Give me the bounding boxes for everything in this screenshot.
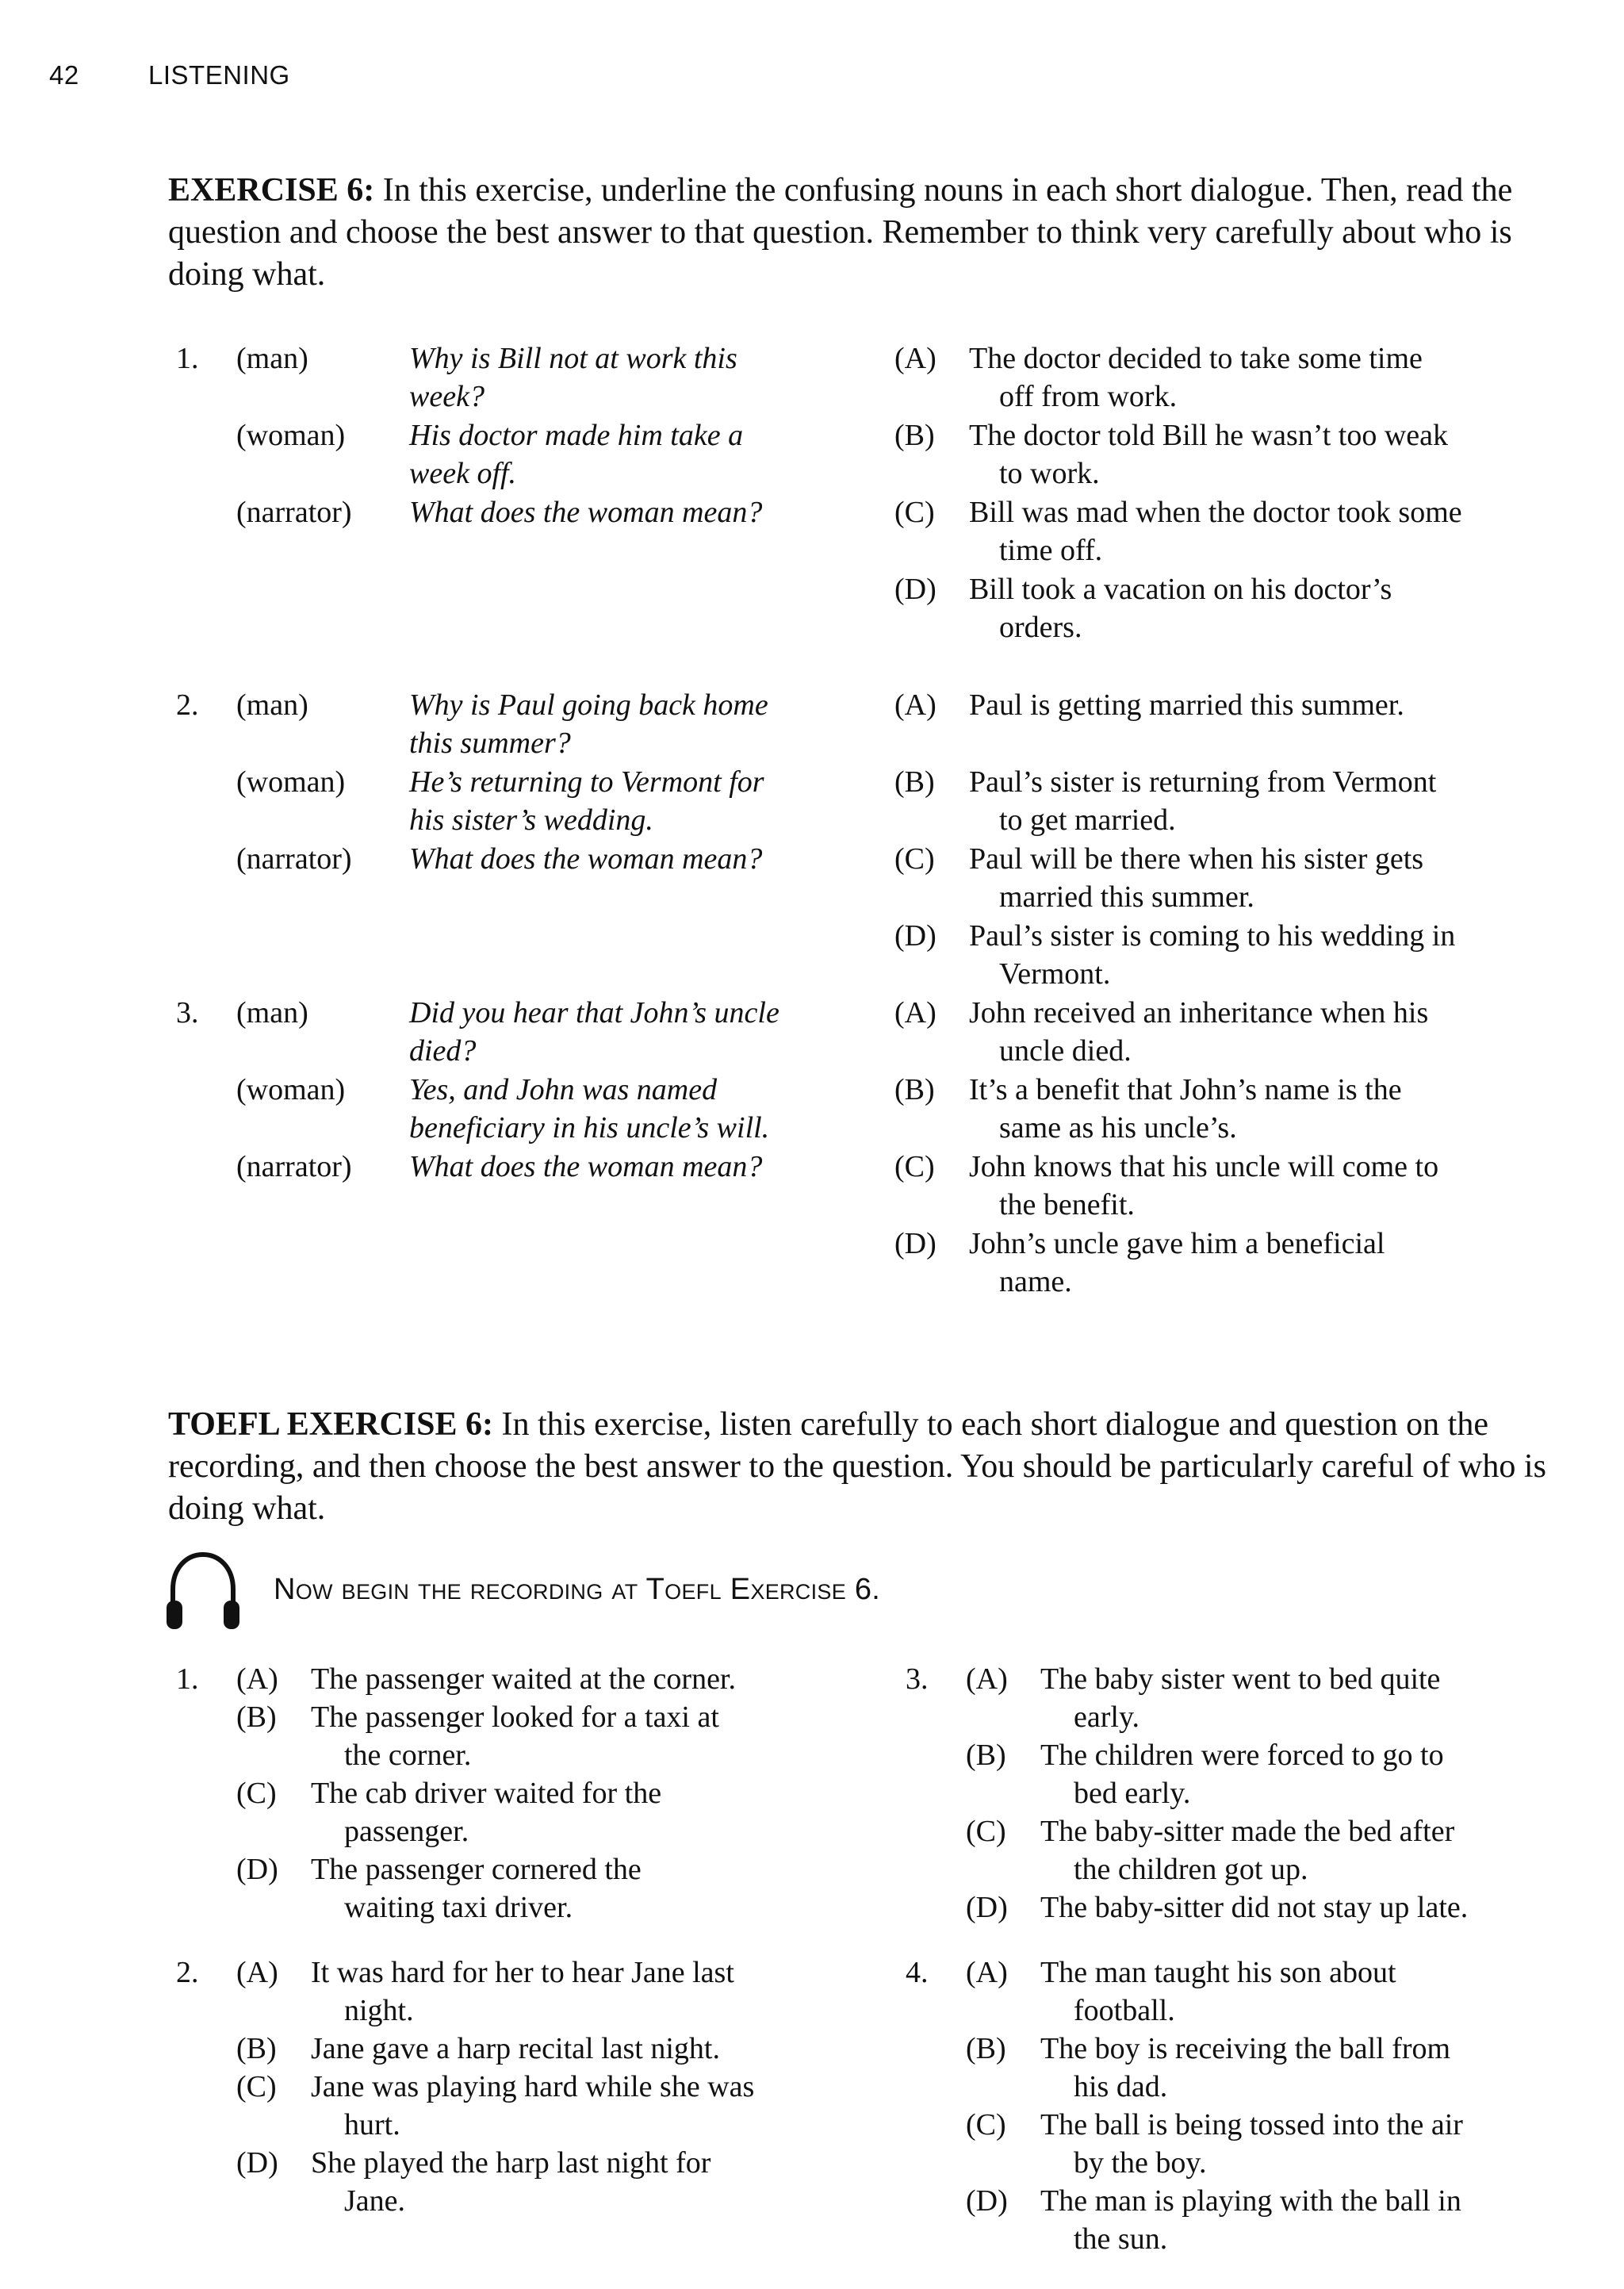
speaker-label: (woman) bbox=[236, 1073, 346, 1106]
dialogue-line: What does the woman mean? bbox=[409, 842, 763, 876]
option-text: Paul’s sister is coming to his wedding in bbox=[969, 919, 1456, 953]
option-letter: (C) bbox=[236, 1777, 277, 1810]
option-text: bed early. bbox=[1074, 1777, 1191, 1810]
option-text: the children got up. bbox=[1074, 1853, 1308, 1886]
option-text: early. bbox=[1074, 1700, 1139, 1734]
option-text: off from work. bbox=[999, 380, 1178, 413]
option-letter: (B) bbox=[894, 1073, 935, 1106]
option-text: The children were forced to go to bbox=[1040, 1739, 1444, 1772]
question-number: 1. bbox=[176, 1662, 199, 1696]
option-text: She played the harp last night for bbox=[311, 2146, 711, 2180]
option-text: The baby-sitter did not stay up late. bbox=[1040, 1891, 1469, 1924]
option-letter: (B) bbox=[236, 1700, 277, 1734]
option-letter: (A) bbox=[966, 1956, 1008, 1989]
option-text: to get married. bbox=[999, 803, 1176, 837]
option-text: his dad. bbox=[1074, 2070, 1168, 2103]
option-text: The doctor told Bill he wasn’t too weak bbox=[969, 419, 1449, 452]
option-text: orders. bbox=[999, 611, 1082, 644]
option-letter: (A) bbox=[894, 996, 936, 1029]
speaker-label: (narrator) bbox=[236, 842, 352, 876]
option-text: Bill took a vacation on his doctor’s bbox=[969, 573, 1392, 606]
toefl-exercise6-text: In this exercise, listen carefully to each short dialogue and question on the recording, and then choose the best answer to the question. You should be particularly careful of who is doing what. bbox=[168, 1406, 1546, 1527]
exercise6-text: In this exercise, underline the confusing nouns in each short dialogue. Then, read the question and choose the best answer to that question. Remember to think very carefully about who is doing what. bbox=[168, 172, 1513, 293]
option-text: hurt. bbox=[344, 2108, 400, 2141]
option-text: The doctor decided to take some time bbox=[969, 342, 1423, 375]
option-text: The cab driver waited for the bbox=[311, 1777, 662, 1810]
option-text: It was hard for her to hear Jane last bbox=[311, 1956, 734, 1989]
option-letter: (A) bbox=[966, 1662, 1008, 1696]
option-letter: (C) bbox=[894, 1150, 935, 1183]
option-text: married this summer. bbox=[999, 880, 1254, 914]
option-text: The man taught his son about bbox=[1040, 1956, 1396, 1989]
speaker-label: (narrator) bbox=[236, 1150, 352, 1183]
option-text: It’s a benefit that John’s name is the bbox=[969, 1073, 1402, 1106]
option-text: football. bbox=[1074, 1994, 1175, 2027]
dialogue-line: What does the woman mean? bbox=[409, 1150, 763, 1183]
option-text: uncle died. bbox=[999, 1034, 1132, 1068]
dialogue-line: What does the woman mean? bbox=[409, 496, 763, 529]
page-number: 42 bbox=[49, 60, 79, 90]
question-number: 1. bbox=[176, 342, 199, 375]
option-text: The man is playing with the ball in bbox=[1040, 2184, 1461, 2218]
dialogue-line: Why is Paul going back home bbox=[409, 688, 768, 722]
option-text: Jane was playing hard while she was bbox=[311, 2070, 755, 2103]
option-text: waiting taxi driver. bbox=[344, 1891, 573, 1924]
question-number: 3. bbox=[176, 996, 199, 1029]
option-text: time off. bbox=[999, 534, 1103, 567]
option-text: Paul is getting married this summer. bbox=[969, 688, 1404, 722]
headphones-icon bbox=[165, 1548, 241, 1632]
option-text: John received an inheritance when his bbox=[969, 996, 1429, 1029]
dialogue-line: Yes, and John was named bbox=[409, 1073, 718, 1106]
option-text: The passenger waited at the corner. bbox=[311, 1662, 736, 1696]
option-text: Vermont. bbox=[999, 957, 1111, 991]
option-letter: (D) bbox=[966, 2184, 1008, 2218]
option-letter: (B) bbox=[966, 2032, 1006, 2065]
option-text: Paul will be there when his sister gets bbox=[969, 842, 1424, 876]
option-text: Paul’s sister is returning from Vermont bbox=[969, 765, 1437, 799]
question-number: 2. bbox=[176, 1956, 199, 1989]
option-text: John knows that his uncle will come to bbox=[969, 1150, 1439, 1183]
option-text: same as his uncle’s. bbox=[999, 1111, 1237, 1144]
option-letter: (D) bbox=[236, 2146, 278, 2180]
dialogue-line: beneficiary in his uncle’s will. bbox=[409, 1111, 770, 1144]
dialogue-line: Why is Bill not at work this bbox=[409, 342, 737, 375]
option-letter: (D) bbox=[894, 1227, 936, 1260]
option-text: the benefit. bbox=[999, 1188, 1135, 1221]
option-text: The ball is being tossed into the air bbox=[1040, 2108, 1463, 2141]
speaker-label: (man) bbox=[236, 996, 308, 1029]
option-letter: (C) bbox=[894, 842, 935, 876]
option-letter: (A) bbox=[894, 688, 936, 722]
dialogue-line: died? bbox=[409, 1034, 477, 1068]
dialogue-line: week? bbox=[409, 380, 485, 413]
option-text: passenger. bbox=[344, 1815, 469, 1848]
option-text: The baby-sitter made the bed after bbox=[1040, 1815, 1455, 1848]
option-letter: (C) bbox=[966, 1815, 1006, 1848]
speaker-label: (woman) bbox=[236, 765, 346, 799]
section-title: LISTENING bbox=[148, 60, 290, 90]
option-letter: (C) bbox=[894, 496, 935, 529]
toefl-exercise6-label: TOEFL EXERCISE 6: bbox=[168, 1406, 494, 1443]
option-text: Bill was mad when the doctor took some bbox=[969, 496, 1462, 529]
speaker-label: (man) bbox=[236, 688, 308, 722]
option-text: by the boy. bbox=[1074, 2146, 1207, 2180]
toefl-exercise6-instructions bbox=[168, 1404, 1548, 1530]
option-letter: (B) bbox=[966, 1739, 1006, 1772]
option-letter: (B) bbox=[894, 419, 935, 452]
option-text: The passenger looked for a taxi at bbox=[311, 1700, 719, 1734]
option-text: the corner. bbox=[344, 1739, 472, 1772]
option-text: The passenger cornered the bbox=[311, 1853, 642, 1886]
option-letter: (C) bbox=[966, 2108, 1006, 2141]
option-letter: (C) bbox=[236, 2070, 277, 2103]
option-letter: (D) bbox=[894, 919, 936, 953]
dialogue-line: Did you hear that John’s uncle bbox=[409, 996, 779, 1029]
option-text: Jane gave a harp recital last night. bbox=[311, 2032, 720, 2065]
dialogue-line: He’s returning to Vermont for bbox=[409, 765, 764, 799]
option-text: name. bbox=[999, 1265, 1072, 1298]
dialogue-line: this summer? bbox=[409, 727, 571, 760]
question-number: 4. bbox=[906, 1956, 929, 1989]
exercise6-label: EXERCISE 6: bbox=[168, 172, 375, 209]
option-text: Jane. bbox=[344, 2184, 406, 2218]
dialogue-line: week off. bbox=[409, 457, 517, 490]
option-letter: (A) bbox=[894, 342, 936, 375]
speaker-label: (narrator) bbox=[236, 496, 352, 529]
question-number: 3. bbox=[906, 1662, 929, 1696]
speaker-label: (man) bbox=[236, 342, 308, 375]
recording-note bbox=[274, 1573, 880, 1607]
option-text: to work. bbox=[999, 457, 1100, 490]
dialogue-line: his sister’s wedding. bbox=[409, 803, 653, 837]
option-text: the sun. bbox=[1074, 2222, 1168, 2256]
option-text: night. bbox=[344, 1994, 414, 2027]
option-text: The boy is receiving the ball from bbox=[1040, 2032, 1451, 2065]
exercise6-instructions bbox=[168, 170, 1548, 296]
option-letter: (A) bbox=[236, 1662, 278, 1696]
recording-note-text: Now begin the recording at Toefl Exercise 6. bbox=[274, 1573, 881, 1606]
page-header bbox=[49, 60, 290, 90]
option-text: John’s uncle gave him a beneficial bbox=[969, 1227, 1385, 1260]
option-letter: (B) bbox=[894, 765, 935, 799]
option-letter: (D) bbox=[894, 573, 936, 606]
question-number: 2. bbox=[176, 688, 199, 722]
option-letter: (D) bbox=[966, 1891, 1008, 1924]
option-letter: (A) bbox=[236, 1956, 278, 1989]
dialogue-line: His doctor made him take a bbox=[409, 419, 744, 452]
speaker-label: (woman) bbox=[236, 419, 346, 452]
option-letter: (B) bbox=[236, 2032, 277, 2065]
option-text: The baby sister went to bed quite bbox=[1040, 1662, 1441, 1696]
option-letter: (D) bbox=[236, 1853, 278, 1886]
